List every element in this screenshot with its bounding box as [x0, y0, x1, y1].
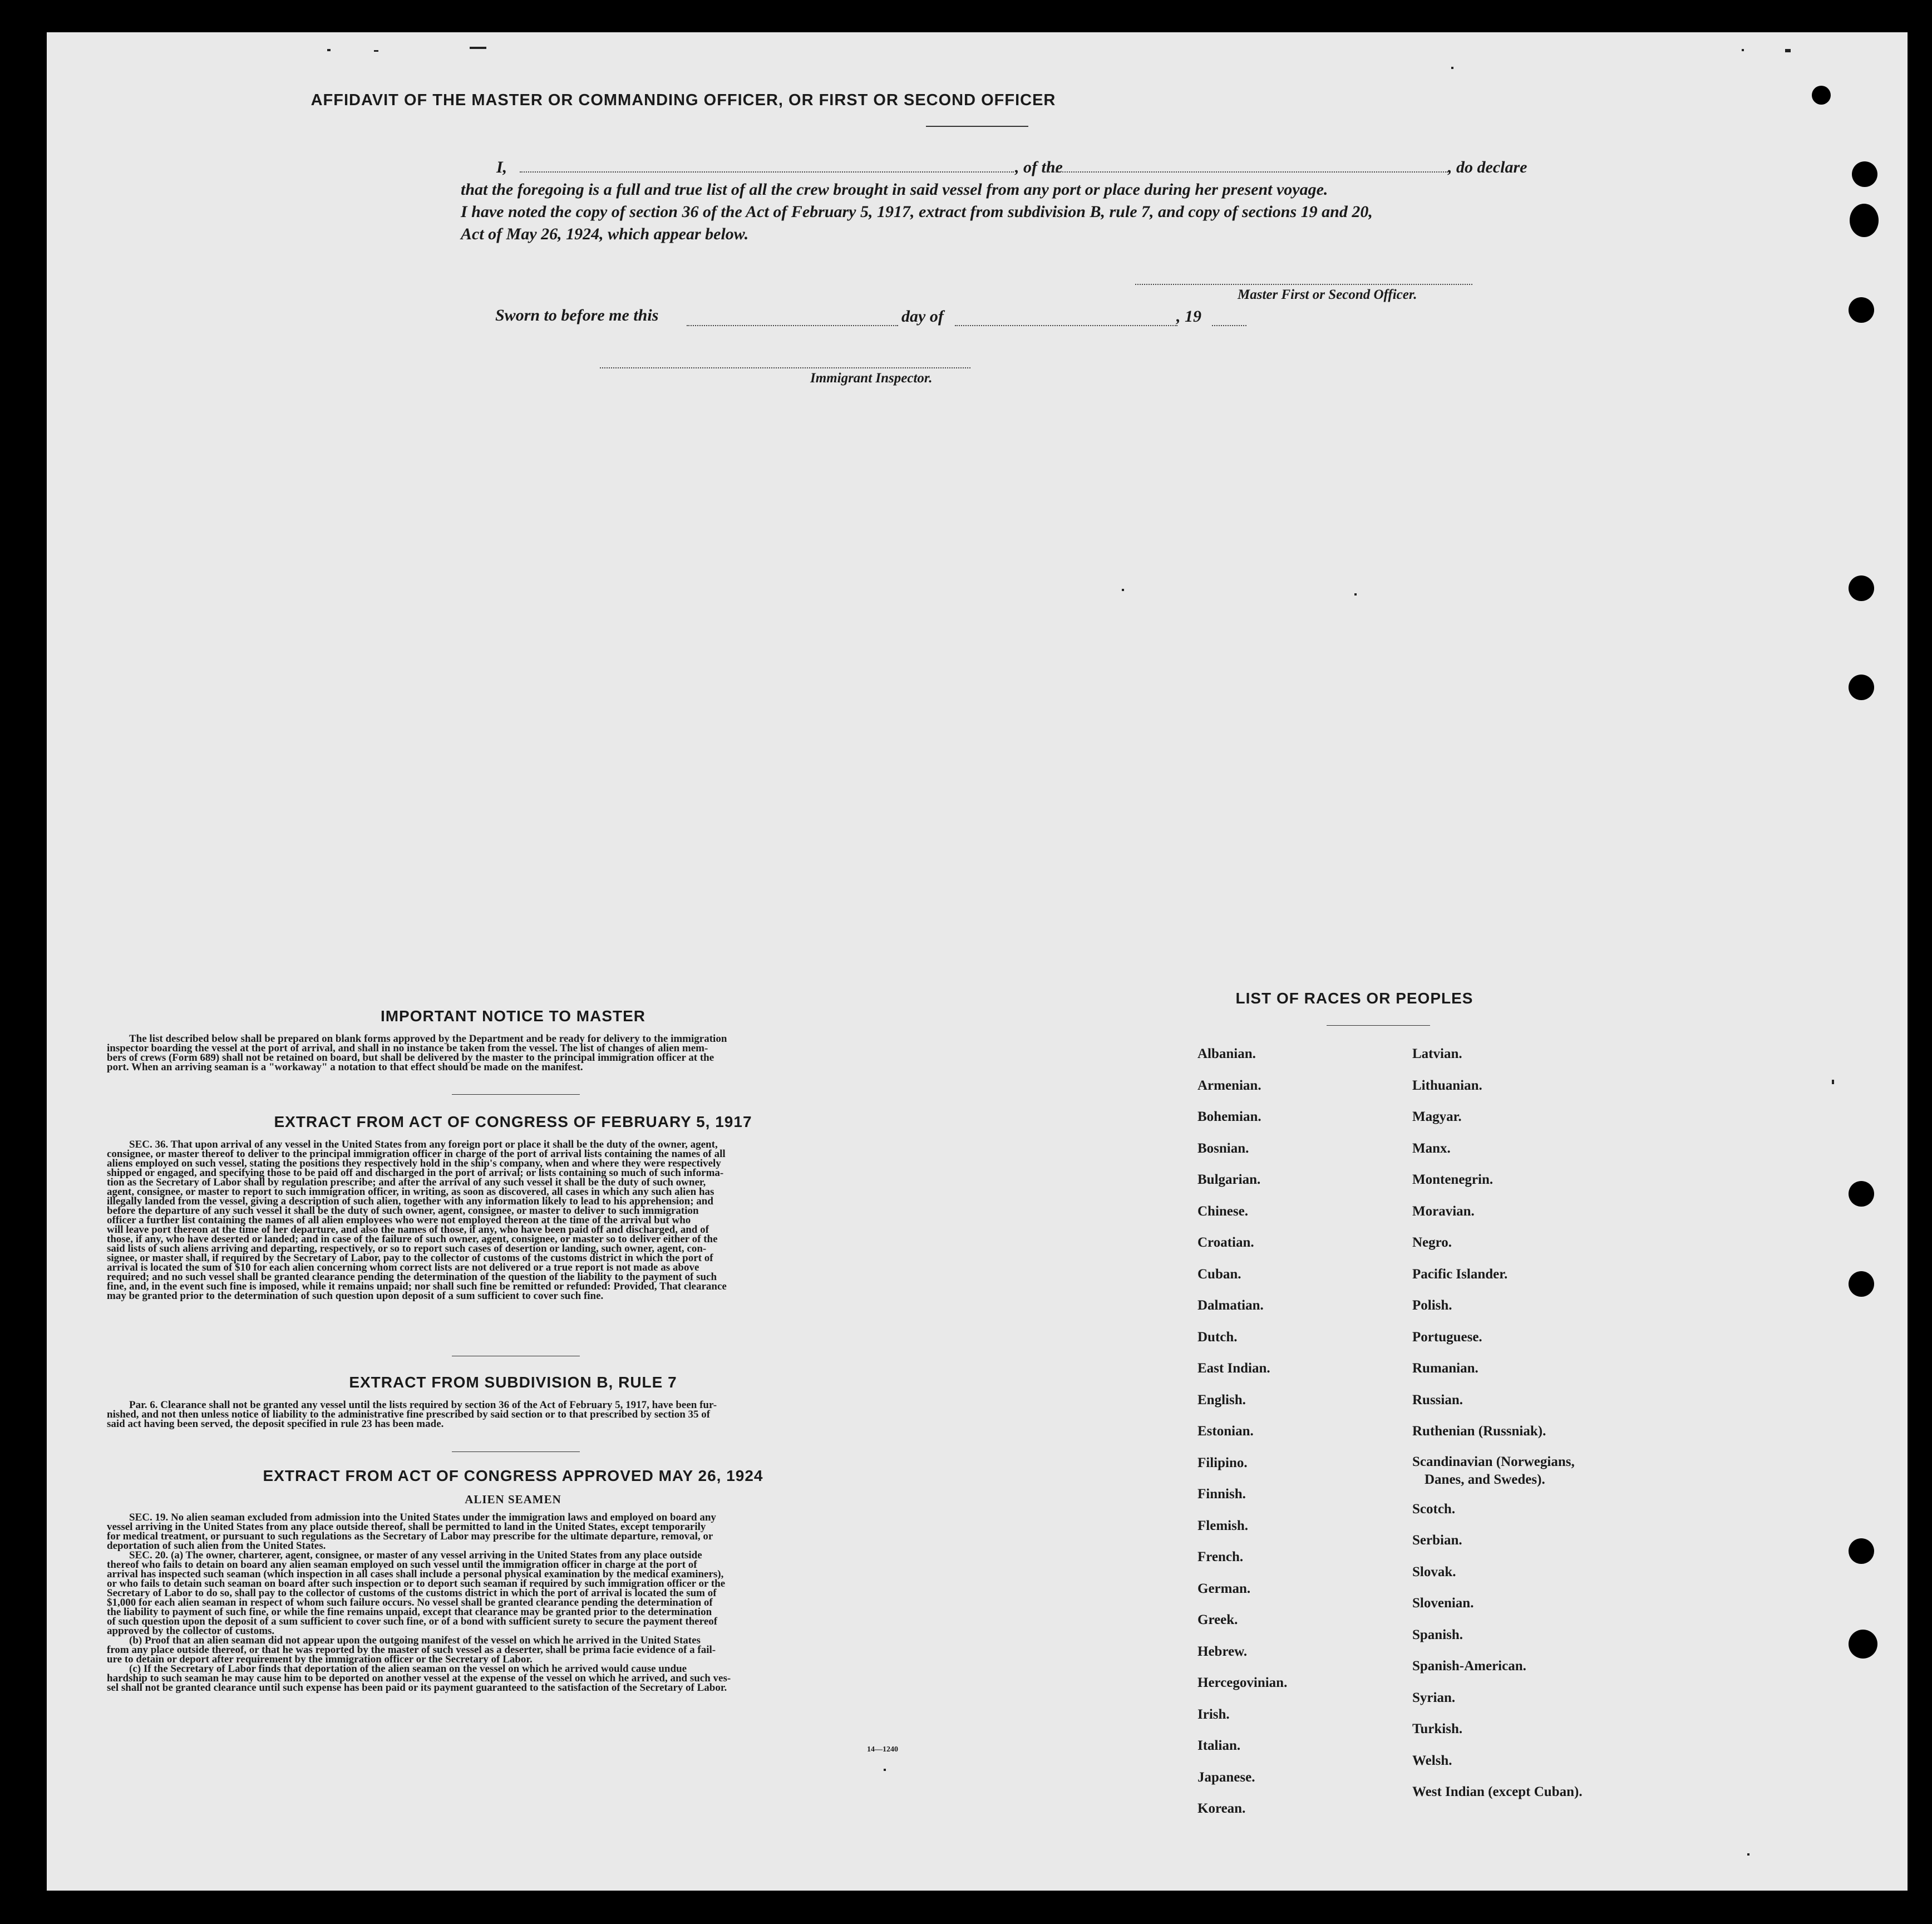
punch-hole: [1849, 1630, 1877, 1659]
extract-1917-title: EXTRACT FROM ACT OF CONGRESS OF FEBRUARY 5, 1917: [274, 1113, 752, 1130]
extract-1917-line: officer a further list containing the names of all alien employees who were not employed thereon at the time of the arrival but who: [107, 1214, 691, 1226]
extract-1917-line: agent, consignee, or master to report to such immigration officer, in writing, as soon as discovered, all cases in which any such alien has: [107, 1186, 714, 1198]
extract-1917-body: [107, 1140, 919, 1301]
notice-line: bers of crews (Form 689) shall not be retained on board, but shall be delivered by the master to the principal immigration officer at the: [107, 1052, 714, 1064]
declaration-do-declare: , do declare: [1448, 158, 1527, 176]
extract-1924-line: or who fails to detain such seaman on board after such inspection or to deport such seaman if required by such immigration officer or the: [107, 1578, 726, 1590]
race-item: Bohemian.: [1197, 1109, 1261, 1124]
section-divider: [452, 1451, 580, 1452]
vessel-blank: [1043, 171, 1448, 173]
form-number: 14—1240: [867, 1745, 898, 1754]
notice-title: IMPORTANT NOTICE TO MASTER: [380, 1007, 646, 1025]
signature-caption: Master First or Second Officer.: [1238, 287, 1417, 302]
signature-line: [1135, 284, 1472, 285]
name-blank: [520, 171, 1014, 173]
sworn-label: Sworn to before me this: [495, 306, 659, 324]
race-item: Rumanian.: [1412, 1361, 1478, 1376]
punch-hole: [1852, 161, 1877, 187]
speck: [1354, 593, 1357, 596]
extract-1924-line: Secretary of Labor to do so, shall pay to the collector of customs of the customs district in which the port of arrival is located the sum of: [107, 1587, 717, 1599]
race-item: Welsh.: [1412, 1753, 1452, 1768]
race-item: Italian.: [1197, 1738, 1241, 1753]
race-item: Syrian.: [1412, 1690, 1456, 1705]
extract-1917-line: required; and no such vessel shall be granted clearance pending the determination of the question of the liability to the payment of such: [107, 1271, 717, 1283]
punch-hole: [1849, 575, 1874, 601]
race-item: Scandinavian (Norwegians,: [1412, 1454, 1575, 1469]
race-item: Portuguese.: [1412, 1329, 1482, 1345]
race-item: Manx.: [1412, 1140, 1451, 1156]
rule7-body: [107, 1400, 919, 1429]
race-item: Armenian.: [1197, 1077, 1261, 1093]
race-item: English.: [1197, 1392, 1246, 1408]
race-item: Slovenian.: [1412, 1596, 1474, 1611]
extract-1924-line: the liability to payment of such fine, or while the fine remains unpaid, except that clearance may be granted prior to the determination: [107, 1606, 712, 1618]
race-item: Greek.: [1197, 1612, 1238, 1627]
race-item: Dalmatian.: [1197, 1298, 1264, 1313]
race-item: Cuban.: [1197, 1266, 1241, 1282]
extract-1917-line: fine, and, in the event such fine is imposed, while it remains unpaid; nor shall such fine be remitted or refunded: Provided, That clearance: [107, 1281, 727, 1292]
race-item: Magyar.: [1412, 1109, 1462, 1124]
day-of-label: day of: [901, 307, 944, 326]
extract-1924-line: SEC. 20. (a) The owner, charterer, agent, consignee, or master of any vessel arriving in the United States from any place outside: [129, 1549, 702, 1561]
year-blank: [1212, 325, 1246, 326]
races-left-column: [1197, 1039, 1287, 1825]
race-item: Moravian.: [1412, 1203, 1475, 1219]
section-divider: [452, 1094, 580, 1095]
extract-1917-line: will leave port thereon at the time of her departure, and also the names of those, if any, who have been paid off and discharged, and of: [107, 1224, 709, 1236]
race-item: Spanish.: [1412, 1627, 1463, 1642]
race-item: German.: [1197, 1581, 1251, 1596]
extract-1924-body: [107, 1513, 919, 1692]
extract-1917-line: arrival is located the sum of $10 for each alien concerning whom correct lists are not delivered or a true report is not made as above: [107, 1262, 699, 1273]
extract-1917-line: before the departure of any such vessel it shall be the duty of such owner, agent, consignee, or master to deliver to such immigration: [107, 1205, 699, 1217]
speck: [1785, 49, 1791, 52]
extract-1924-line: vessel arriving in the United States from any place outside thereof, shall be permitted to land in the United States, except temporarily: [107, 1521, 706, 1533]
race-item: Croatian.: [1197, 1235, 1254, 1250]
inspector-caption: Immigrant Inspector.: [810, 371, 933, 386]
extract-1924-line: arrival has inspected such seaman (which inspection in all cases shall include a personal physical examination by the medical examiners),: [107, 1568, 724, 1580]
document-page: [47, 32, 1908, 1891]
race-item: Hercegovinian.: [1197, 1675, 1288, 1690]
race-item: Bulgarian.: [1197, 1172, 1261, 1187]
affidavit-title: AFFIDAVIT OF THE MASTER OR COMMANDING OFFICER, OR FIRST OR SECOND OFFICER: [310, 91, 1056, 109]
speck: [374, 50, 378, 52]
races-right-column: [1412, 1039, 1583, 1808]
punch-hole: [1849, 1538, 1874, 1564]
race-item: East Indian.: [1197, 1361, 1270, 1376]
extract-1924-line: sel shall not be granted clearance until such expense has been paid or its payment guaranteed to the satisfaction of the Secretary of Labor.: [107, 1682, 727, 1694]
rule7-line: said act having been served, the deposit specified in rule 23 has been made.: [107, 1418, 444, 1430]
extract-1924-line: SEC. 19. No alien seaman excluded from admission into the United States under the immigration laws and employed on board any: [129, 1512, 716, 1523]
race-item: Flemish.: [1197, 1518, 1248, 1533]
extract-1924-subtitle: ALIEN SEAMEN: [465, 1493, 561, 1506]
extract-1924-line: thereof who fails to detain on board any alien seaman employed on such vessel until the immigration officer in charge at the port of: [107, 1559, 697, 1571]
race-item: Pacific Islander.: [1412, 1266, 1508, 1282]
race-item: Danes, and Swedes).: [1425, 1472, 1545, 1487]
race-item: Negro.: [1412, 1235, 1452, 1250]
extract-1917-line: may be granted prior to the determination of such question upon deposit of a sum sufficient to cover such fine.: [107, 1290, 604, 1302]
speck: [884, 1769, 886, 1771]
race-item: Irish.: [1197, 1706, 1230, 1722]
year-label: , 19: [1176, 307, 1201, 326]
extract-1917-line: aliens employed on such vessel, stating the positions they respectively hold in the ship's company, when and where they were respectively: [107, 1158, 721, 1169]
race-item: Bosnian.: [1197, 1140, 1249, 1156]
punch-hole: [1849, 1271, 1874, 1297]
race-item: Dutch.: [1197, 1329, 1238, 1345]
month-blank: [955, 325, 1177, 326]
speck: [1451, 67, 1453, 69]
declaration-line-2: that the foregoing is a full and true list of all the crew brought in said vessel from any port or place during her present voyage.: [461, 180, 1328, 199]
race-item: Japanese.: [1197, 1769, 1255, 1785]
extract-1924-line: deportation of such alien from the United States.: [107, 1540, 326, 1552]
speck: [1742, 49, 1744, 51]
declaration-line-4: Act of May 26, 1924, which appear below.: [461, 225, 749, 243]
extract-1924-line: hardship to such seaman he may cause him to be deported on another vessel at the expense of the vessel on which he arrived, and such ves-: [107, 1672, 731, 1684]
extract-1917-line: signee, or master shall, if required by the Secretary of Labor, pay to the collector of customs of the customs district in which the port of: [107, 1252, 713, 1264]
extract-1917-line: shipped or engaged, and specifying those to be paid off and discharged in the port of arrival; or lists containing so much of such informa-: [107, 1167, 724, 1179]
race-item: Latvian.: [1412, 1046, 1462, 1061]
race-item: Spanish-American.: [1412, 1659, 1526, 1674]
extract-1924-line: for medical treatment, or pursuant to such regulations as the Secretary of Labor may prescribe for the ultimate departure, removal, or: [107, 1531, 713, 1542]
speck: [327, 49, 331, 51]
race-item: Slovak.: [1412, 1564, 1456, 1579]
race-item: French.: [1197, 1549, 1244, 1564]
race-item: Hebrew.: [1197, 1643, 1248, 1659]
race-item: Estonian.: [1197, 1424, 1254, 1439]
title-underline: [926, 126, 1028, 127]
race-item: Albanian.: [1197, 1046, 1256, 1061]
punch-hole: [1849, 675, 1874, 700]
races-title: LIST OF RACES OR PEOPLES: [1235, 990, 1473, 1007]
race-item: Korean.: [1197, 1801, 1246, 1816]
speck: [1832, 1080, 1834, 1084]
extract-1924-title: EXTRACT FROM ACT OF CONGRESS APPROVED MAY 26, 1924: [263, 1467, 763, 1484]
extract-1924-line: ure to detain or deport after requirement by the immigration officer or the Secretary of Labor.: [107, 1654, 533, 1665]
extract-1917-line: those, if any, who have deserted or landed; and in case of the failure of such owner, agent, consignee, or master so to deliver either of the: [107, 1233, 718, 1245]
races-title-underline: [1327, 1025, 1430, 1026]
declaration-of-the: , of the: [1015, 158, 1063, 176]
declaration-i: I,: [496, 158, 507, 176]
inspector-line: [600, 367, 970, 368]
race-item: West Indian (except Cuban).: [1412, 1784, 1583, 1799]
race-item: Serbian.: [1412, 1533, 1462, 1548]
extract-1917-line: consignee, or master thereof to deliver to the principal immigration officer in charge of the port of arrival lists containing the names of all: [107, 1148, 726, 1160]
rule7-title: EXTRACT FROM SUBDIVISION B, RULE 7: [349, 1374, 677, 1391]
race-item: Montenegrin.: [1412, 1172, 1494, 1187]
punch-hole: [1849, 297, 1874, 323]
notice-line: The list described below shall be prepared on blank forms approved by the Department and be ready for delivery to the immigration: [129, 1033, 727, 1045]
rule7-line: Par. 6. Clearance shall not be granted any vessel until the lists required by section 36 of the Act of February 5, 1917, have been fur-: [129, 1399, 717, 1411]
rule7-line: nished, and not then unless notice of liability to the administrative fine prescribed by said section or to that prescribed by section 35 of: [107, 1409, 711, 1420]
declaration-line-3: I have noted the copy of section 36 of the Act of February 5, 1917, extract from subdivision B, rule 7, and copy of sections 19 and 20,: [461, 203, 1373, 221]
punch-hole: [1850, 204, 1879, 237]
race-item: Scotch.: [1412, 1501, 1456, 1517]
extract-1924-line: from any place outside thereof, or that he was reported by the master of such vessel as a deserter, shall be prima facie evidence of a fail-: [107, 1644, 716, 1656]
day-blank: [687, 325, 898, 326]
extract-1917-line: SEC. 36. That upon arrival of any vessel in the United States from any foreign port or place it shall be the duty of the owner, agent,: [129, 1139, 718, 1150]
race-item: Turkish.: [1412, 1721, 1463, 1736]
race-item: Chinese.: [1197, 1203, 1248, 1219]
speck: [1122, 589, 1124, 591]
notice-body: [107, 1034, 919, 1072]
race-item: Finnish.: [1197, 1487, 1246, 1502]
extract-1924-line: (b) Proof that an alien seaman did not appear upon the outgoing manifest of the vessel on which he arrived in the United States: [129, 1635, 701, 1646]
speck: [470, 47, 486, 49]
race-item: Ruthenian (Russniak).: [1412, 1424, 1546, 1439]
extract-1924-line: $1,000 for each alien seaman in respect of whom such failure occurs. No vessel shall be granted clearance pending the determination of: [107, 1597, 713, 1608]
race-item: Russian.: [1412, 1392, 1463, 1408]
race-item: Filipino.: [1197, 1455, 1248, 1470]
speck: [1747, 1853, 1749, 1856]
extract-1924-line: approved by the collector of customs.: [107, 1625, 275, 1637]
punch-hole: [1849, 1181, 1874, 1207]
extract-1917-line: illegally landed from the vessel, giving a description of such alien, together with any information likely to lead to his apprehension; and: [107, 1195, 713, 1207]
race-item: Lithuanian.: [1412, 1077, 1482, 1093]
notice-line: port. When an arriving seaman is a "workaway" a notation to that effect should be made on the manifest.: [107, 1061, 583, 1073]
punch-hole: [1812, 86, 1831, 105]
extract-1917-line: tion as the Secretary of Labor shall by regulation prescribe; and after the arrival of any such vessel it shall be the duty of such owner,: [107, 1177, 706, 1188]
notice-line: inspector boarding the vessel at the port of arrival, and shall in no instance be taken from the vessel. The list of changes of alien mem-: [107, 1042, 708, 1054]
extract-1924-line: of such question upon the deposit of a sum sufficient to cover such fine, or of a bond with sufficient surety to secure the payment thereof: [107, 1616, 718, 1627]
extract-1917-line: said lists of such aliens arriving and departing, respectively, or so to report such cases of desertion or landing, such owner, agent, con-: [107, 1243, 707, 1254]
extract-1924-line: (c) If the Secretary of Labor finds that deportation of the alien seaman on the vessel on which he arrived would cause undue: [129, 1663, 687, 1675]
race-item: Polish.: [1412, 1298, 1452, 1313]
